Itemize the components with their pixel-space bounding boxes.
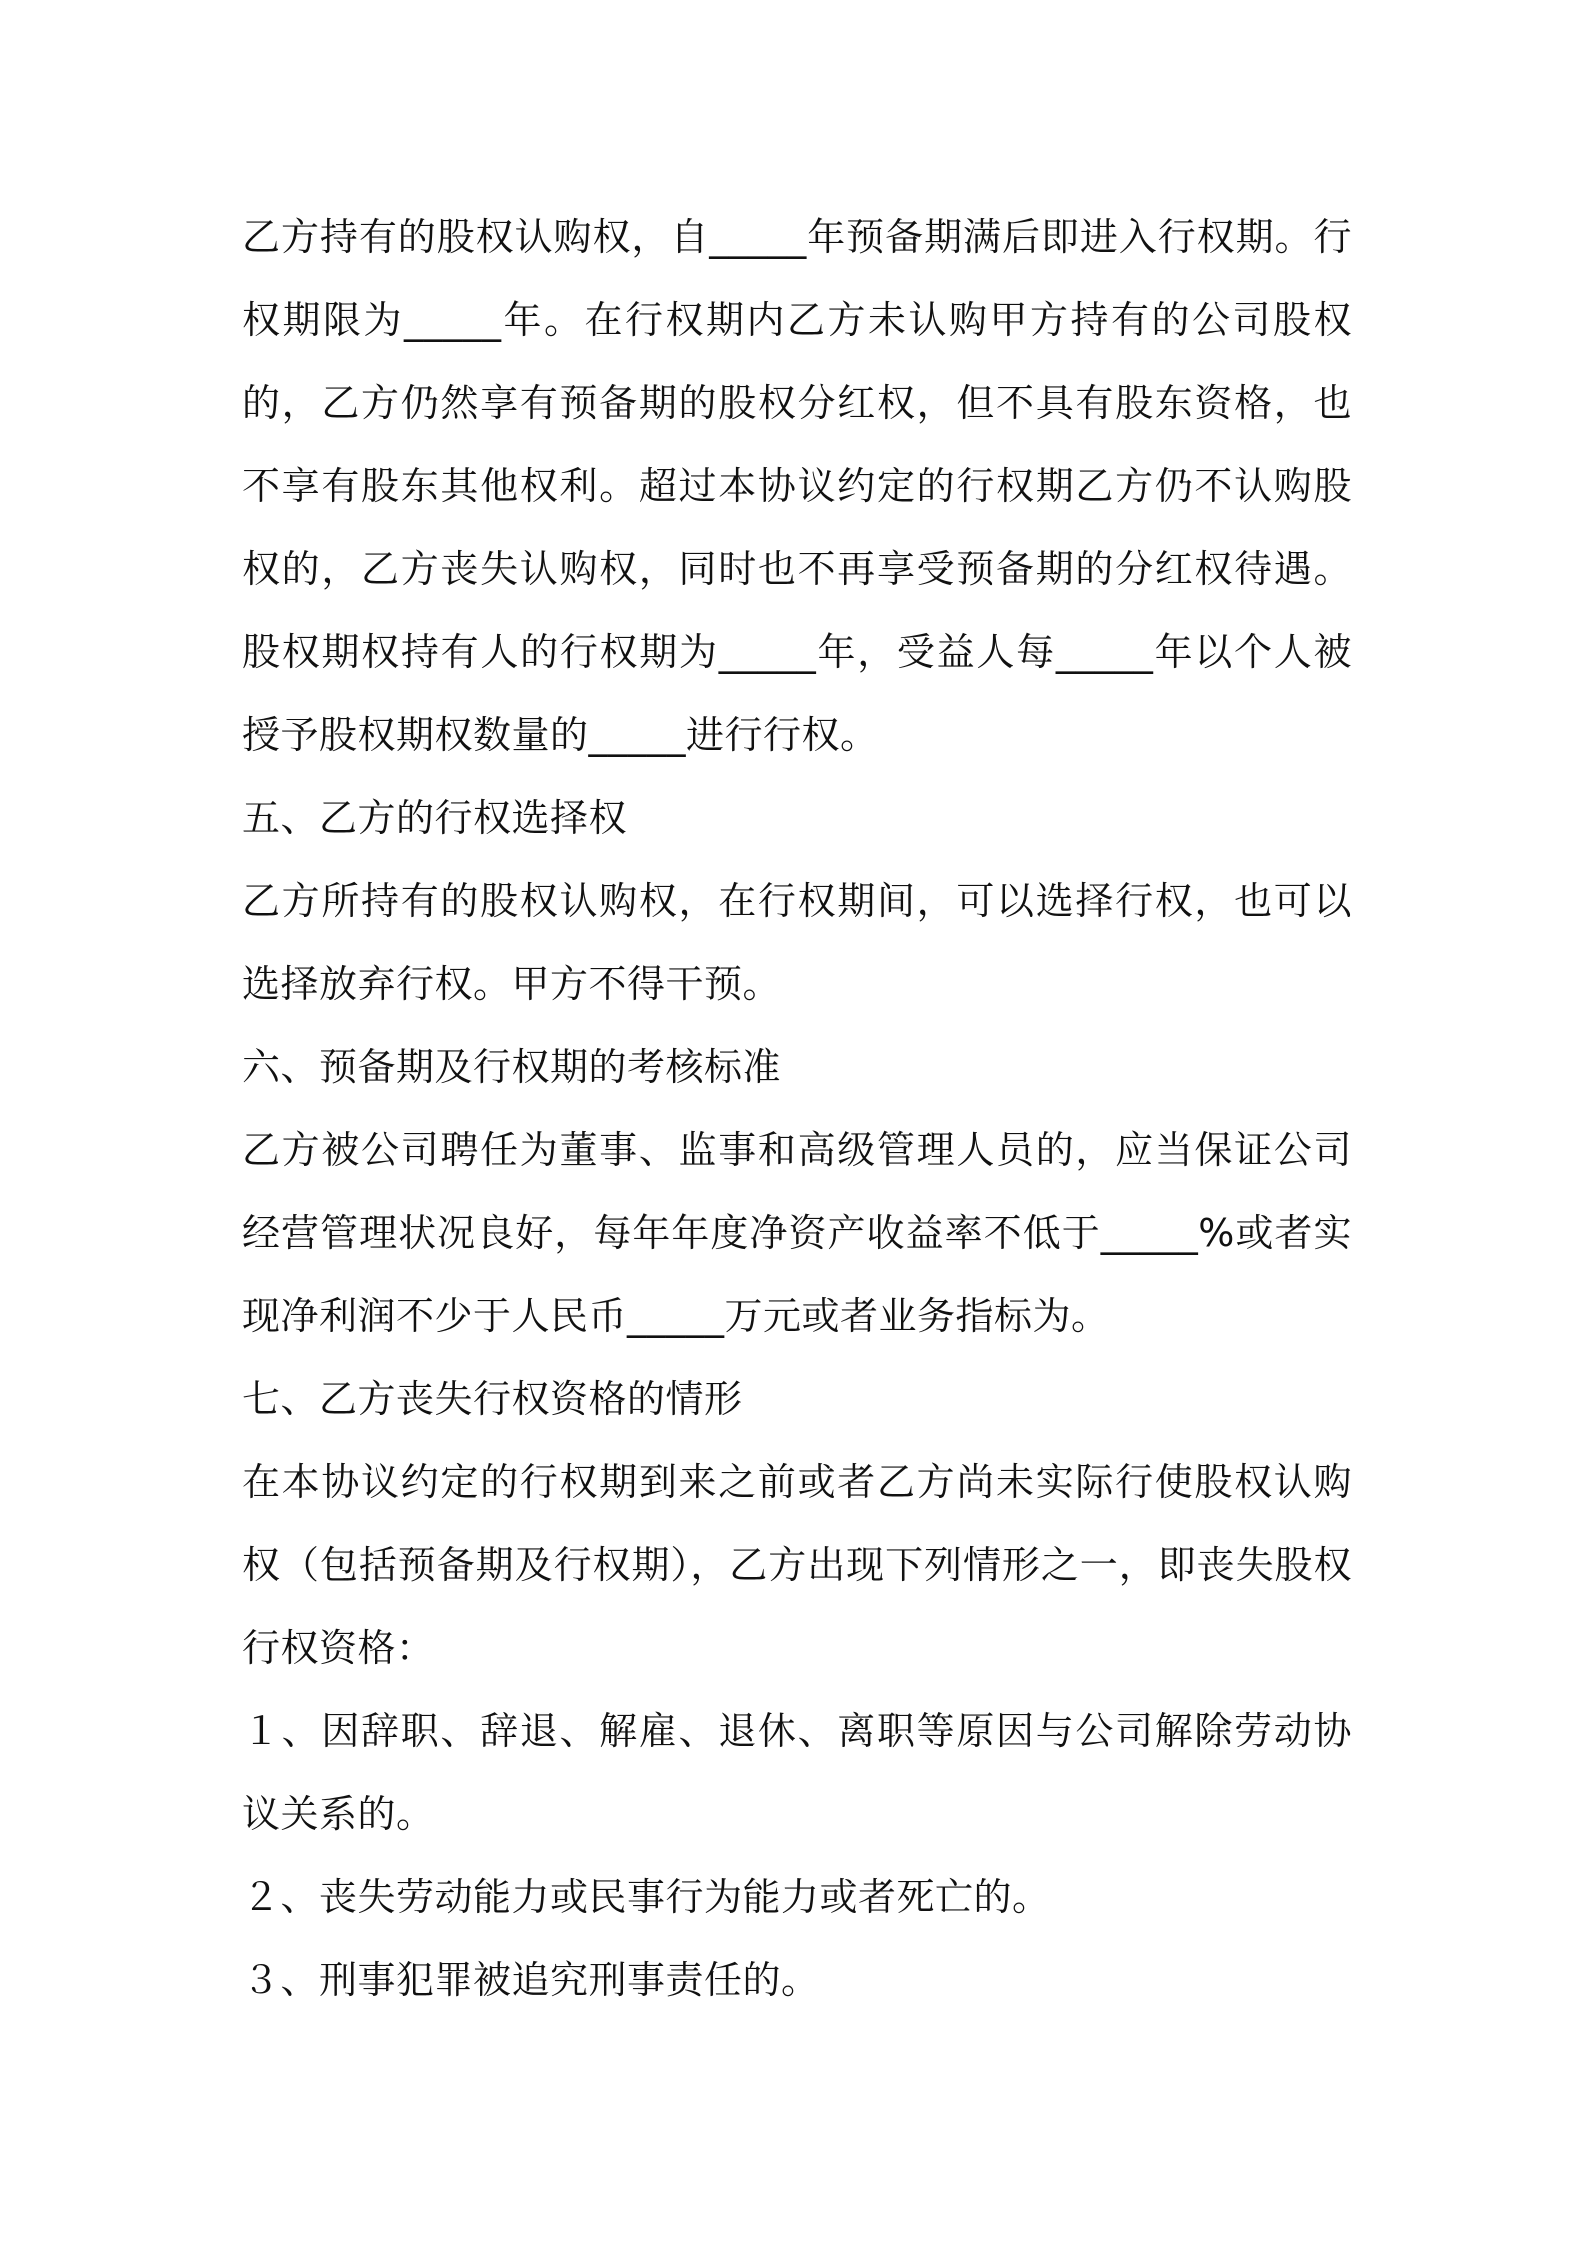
- paragraph-loss-of-eligibility: 在本协议约定的行权期到来之前或者乙方尚未实际行使股权认购权（包括预备期及行权期），乙方出现下列情形之一，即丧失股权行权资格：: [242, 1460, 1352, 1670]
- list-item-1: １、因辞职、辞退、解雇、退休、离职等原因与公司解除劳动协议关系的。: [242, 1709, 1352, 1836]
- section-heading-6: 六、预备期及行权期的考核标准: [242, 1045, 782, 1089]
- list-item-3: ３、刑事犯罪被追究刑事责任的。: [242, 1958, 820, 2002]
- list-item-2: ２、丧失劳动能力或民事行为能力或者死亡的。: [242, 1875, 1051, 1919]
- paragraph-exercise-choice: 乙方所持有的股权认购权，在行权期间，可以选择行权，也可以选择放弃行权。甲方不得干预。: [242, 879, 1352, 1006]
- paragraph-exercise-period: 乙方持有的股权认购权，自_____年预备期满后即进入行权期。行权期限为_____年。在行权期内乙方未认购甲方持有的公司股权的，乙方仍然享有预备期的股权分红权，但不具有股东资格，也不享有股东其他权利。超过本协议约定的行权期乙方仍不认购股权的，乙方丧失认购权，同时也不再享受预备期的分红权待遇。股权期权持有人的行权期为_____年，受益人每_____年以个人被授予股权期权数量的_____进行行权。: [242, 215, 1352, 757]
- section-heading-7: 七、乙方丧失行权资格的情形: [242, 1377, 743, 1421]
- section-heading-5: 五、乙方的行权选择权: [242, 796, 628, 840]
- document-body: [242, 196, 1352, 2022]
- paragraph-assessment-standard: 乙方被公司聘任为董事、监事和高级管理人员的，应当保证公司经营管理状况良好，每年年度净资产收益率不低于_____%或者实现净利润不少于人民币_____万元或者业务指标为。: [242, 1128, 1352, 1338]
